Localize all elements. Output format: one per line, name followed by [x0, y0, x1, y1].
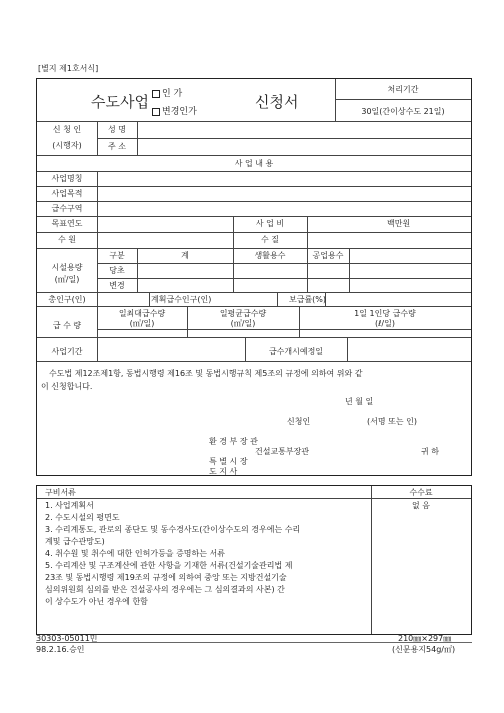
supply-area-label: 급수구역 — [51, 204, 83, 213]
fee-label: 수수료 — [409, 488, 433, 497]
facility-capacity-label: 시설용량 — [51, 263, 83, 272]
document-item: 23조 및 동법시행령 제19조의 규정에 의하여 중앙 또는 지방건설기술 — [45, 573, 287, 582]
paper-type: (신문용지54g/㎡) — [392, 645, 456, 654]
applicant-sublabel: (시행자) — [52, 141, 82, 150]
required-documents — [36, 485, 472, 635]
total-label: 계 — [181, 251, 189, 260]
form-title-main: 수도사업 — [91, 93, 149, 111]
facility-capacity-unit: (㎥/일) — [54, 275, 80, 284]
applicant-label: 신 청 인 — [52, 125, 82, 134]
paper-size: 210㎜×297㎜ — [398, 634, 452, 643]
changed-label: 변경 — [109, 281, 125, 290]
application-form — [36, 78, 472, 476]
category-label: 구분 — [109, 251, 125, 260]
checkbox-approval[interactable] — [152, 90, 160, 98]
checkbox-change-approval[interactable] — [152, 108, 160, 116]
supply-amount-label: 급 수 량 — [52, 321, 82, 330]
name-label: 성 명 — [108, 125, 126, 134]
document-item: 계및 급수관망도) — [45, 537, 105, 546]
cost-unit: 백만원 — [387, 219, 411, 228]
form-title-suffix: 신청서 — [255, 93, 299, 111]
documents-header: 구비서류 — [45, 488, 76, 497]
business-purpose-label: 사업목적 — [51, 189, 83, 198]
processing-label: 처리기간 — [387, 85, 419, 94]
statement-line2: 이 신청합니다. — [41, 382, 93, 391]
business-name-label: 사업명칭 — [51, 174, 83, 183]
max-daily-label: 일최대급수량 — [118, 309, 166, 318]
addressee-construction: 건설교통부장관 — [255, 447, 310, 456]
avg-daily-label: 일평균급수량 — [219, 309, 267, 318]
water-quality-label: 수 질 — [261, 235, 279, 244]
document-item: 1. 사업계획서 — [45, 501, 94, 510]
document-item: 5. 수리계산 및 구조계산에 관한 사항을 기재한 서류(건설기술관리법 제 — [45, 561, 293, 570]
cost-label: 사 업 비 — [255, 219, 285, 228]
processing-value: 30일(간이상수도 21일) — [361, 107, 445, 116]
address-label: 주 소 — [108, 142, 126, 151]
per-capita-label: 1일 1인당 급수량 — [354, 309, 416, 318]
water-source-label: 수 원 — [58, 235, 76, 244]
document-item: 4. 취수원 및 취수에 대한 인허가등을 증명하는 서류 — [45, 549, 225, 558]
max-daily-unit: (㎥/일) — [129, 319, 155, 328]
initial-label: 당초 — [109, 266, 125, 275]
fee-value: 없 음 — [412, 501, 430, 510]
applicant-sign-label: 신청인 — [287, 417, 311, 426]
addressee-governor: 도 지 사 — [209, 467, 238, 476]
form-code: 30303-05011민 — [36, 634, 98, 643]
addressee-special-city: 특 별 시 장 — [209, 457, 248, 466]
document-item: 3. 수리계통도, 관로의 종단도 및 동수경사도(간이상수도의 경우에는 수리 — [45, 525, 301, 534]
application-date: 년 월 일 — [345, 397, 374, 406]
section-title: 사 업 내 용 — [234, 159, 274, 168]
coverage-label: 보급률(%) — [289, 295, 327, 304]
supply-start-label: 급수개시예정일 — [268, 347, 324, 356]
domestic-label: 생활용수 — [254, 251, 286, 260]
document-item: 2. 수도시설의 평면도 — [45, 513, 120, 522]
document-item: 이 상수도가 아닌 경우에 한함 — [45, 597, 148, 606]
option-change-approval[interactable]: 변경인가 — [152, 107, 197, 117]
approval-date: 98.2.16.승인 — [36, 645, 85, 654]
signature-label: (서명 또는 인) — [367, 417, 417, 426]
statement-line1: 수도법 제12조제1항, 동법시행령 제16조 및 동법시행규칙 제5조의 규정에 의하여 위와 같 — [49, 369, 363, 378]
total-population-label: 총인구(인) — [48, 295, 86, 304]
addressee-environment: 환 경 부 장 관 — [209, 437, 258, 446]
per-capita-unit: (ℓ/일) — [375, 319, 395, 328]
option-approval[interactable]: 인 가 — [152, 89, 182, 99]
business-period-label: 사업기간 — [51, 347, 83, 356]
avg-daily-unit: (㎥/일) — [230, 319, 256, 328]
document-item: 심의위원회 심의를 받은 건설공사의 경우에는 그 심의결과의 사본) 간 — [45, 585, 285, 594]
form-number: [별지 제1호서식] — [38, 64, 99, 73]
target-year-label: 목표연도 — [51, 219, 83, 228]
planned-population-label: 계획급수인구(인) — [151, 295, 212, 304]
industrial-label: 공업용수 — [312, 251, 344, 260]
addressee-honorific: 귀 하 — [421, 447, 439, 456]
